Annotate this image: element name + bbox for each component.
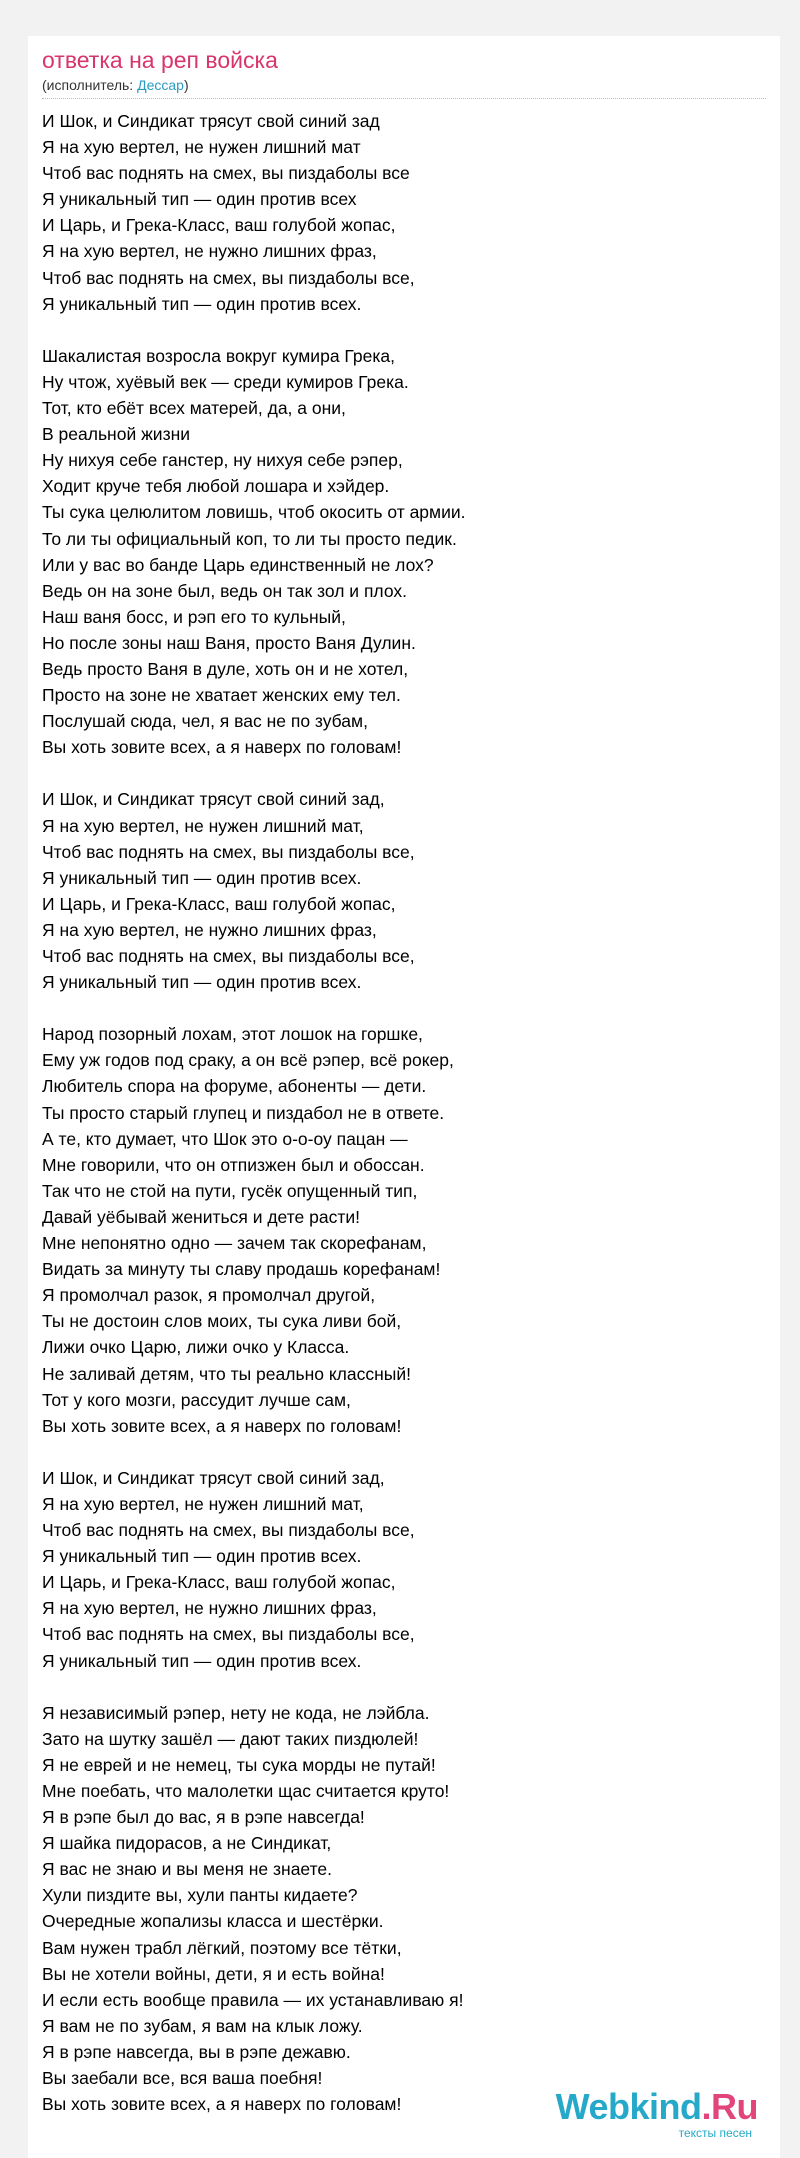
lyric-line: Чтоб вас поднять на смех, вы пиздаболы все, — [42, 841, 415, 862]
lyric-line: Я на хую вертел, не нужно лишних фраз, — [42, 241, 377, 262]
lyric-line: Чтоб вас поднять на смех, вы пиздаболы все — [42, 163, 410, 184]
lyric-line: Я шайка пидорасов, а не Синдикат, — [42, 1833, 332, 1854]
lyric-line: Мне говорили, что он отпизжен был и обоссан. — [42, 1154, 425, 1175]
lyric-line: Так что не стой на пути, гусёк опущенный тип, — [42, 1180, 418, 1201]
lyric-line: И Царь, и Грека-Класс, ваш голубой жопас, — [42, 893, 396, 914]
lyric-line: И Шок, и Синдикат трясут свой синий зад, — [42, 1467, 385, 1488]
lyric-line: Ему уж годов под сраку, а он всё рэпер, всё рокер, — [42, 1050, 454, 1071]
lyric-line: Давай уёбывай жениться и дете расти! — [42, 1206, 360, 1227]
content-card — [28, 36, 780, 2158]
lyric-line: Я уникальный тип — один против всех — [42, 189, 357, 210]
artist-prefix: (исполнитель: — [42, 77, 138, 93]
stanza-gap — [42, 760, 762, 786]
stanza-gap — [42, 1674, 762, 1700]
header-divider — [42, 98, 766, 99]
lyric-line: Я вас не знаю и вы меня не знаете. — [42, 1859, 332, 1880]
artist-link[interactable]: Дессар — [137, 77, 184, 93]
lyric-line: Не заливай детям, что ты реально классный! — [42, 1363, 412, 1384]
lyric-line: Ведь он на зоне был, ведь он так зол и плох. — [42, 580, 407, 601]
logo-name: Webkind — [555, 2086, 702, 2127]
lyric-line: Я независимый рэпер, нету не кода, не лэйбла. — [42, 1702, 430, 1723]
lyric-line: Вы хоть зовите всех, а я наверх по головам! — [42, 1415, 402, 1436]
lyric-line: И Шок, и Синдикат трясут свой синий зад — [42, 111, 380, 131]
lyric-line: Вы не хотели войны, дети, я и есть война! — [42, 1963, 385, 1984]
lyric-line: И Царь, и Грека-Класс, ваш голубой жопас, — [42, 215, 396, 236]
lyric-line: То ли ты официальный коп, то ли ты просто педик. — [42, 528, 457, 549]
lyric-line: Вы заебали все, вся ваша поебня! — [42, 2068, 323, 2089]
lyric-line: Ведь просто Ваня в дуле, хоть он и не хотел, — [42, 658, 409, 679]
stanza-gap — [42, 317, 762, 343]
lyric-line: Шакалистая возросла вокруг кумира Грека, — [42, 345, 396, 366]
lyric-line: Зато на шутку зашёл — дают таких пиздюлей! — [42, 1728, 419, 1749]
lyric-line: Тот, кто ебёт всех матерей, да, а они, — [42, 398, 346, 419]
lyric-line: Чтоб вас поднять на смех, вы пиздаболы все, — [42, 267, 415, 288]
lyric-line: Мне непонятно одно — зачем так скорефанам, — [42, 1233, 427, 1254]
lyric-line: Я в рэпе навсегда, вы в рэпе дежавю. — [42, 2041, 351, 2062]
lyric-line: Народ позорный лохам, этот лошок на горшке, — [42, 1024, 423, 1045]
lyric-line: Я промолчал разок, я промолчал другой, — [42, 1285, 376, 1306]
lyric-line: Я на хую вертел, не нужен лишний мат — [42, 137, 361, 158]
song-header — [42, 46, 766, 94]
logo-tld: .Ru — [701, 2086, 758, 2127]
lyric-line: Я уникальный тип — один против всех. — [42, 972, 362, 993]
lyric-line: Чтоб вас поднять на смех, вы пиздаболы все, — [42, 946, 415, 966]
lyric-line: Любитель спора на форуме, абоненты — дети. — [42, 1076, 427, 1097]
lyric-line: Я на хую вертел, не нужен лишний мат, — [42, 815, 364, 836]
lyric-line: А те, кто думает, что Шок это о-о-оу пацан — — [42, 1128, 408, 1149]
site-logo[interactable] — [556, 2086, 758, 2140]
lyric-line: Ты не достоин слов моих, ты сука ливи бой, — [42, 1311, 402, 1332]
lyric-line: Я уникальный тип — один против всех. — [42, 1650, 362, 1671]
artist-line — [42, 76, 766, 94]
lyric-line: Но после зоны наш Ваня, просто Ваня Дулин. — [42, 632, 416, 653]
lyric-line: Я уникальный тип — один против всех. — [42, 293, 362, 314]
lyric-line: Очередные жопализы класса и шестёрки. — [42, 1911, 384, 1932]
stanza-gap — [42, 1439, 762, 1465]
lyric-line: Ну нихуя себе ганстер, ну нихуя себе рэпер, — [42, 450, 403, 471]
lyric-line: Ну чтож, хуёвый век — среди кумиров Грека. — [42, 371, 409, 392]
logo-wordmark — [556, 2086, 758, 2128]
lyric-line: Я уникальный тип — один против всех. — [42, 867, 362, 888]
lyric-line: Я в рэпе был до вас, я в рэпе навсегда! — [42, 1807, 365, 1828]
artist-suffix: ) — [183, 77, 189, 93]
lyric-line: Видать за минуту ты славу продашь корефанам! — [42, 1259, 441, 1280]
lyric-line: Вы хоть зовите всех, а я наверх по головам! — [42, 2094, 402, 2115]
lyric-line: Или у вас во банде Царь единственный не лох? — [42, 554, 434, 575]
lyric-line: Ты сука целюлитом ловишь, чтоб окосить от армии. — [42, 502, 466, 523]
lyric-line: И Шок, и Синдикат трясут свой синий зад, — [42, 789, 385, 810]
lyric-line: Я не еврей и не немец, ты сука морды не путай! — [42, 1754, 436, 1775]
lyric-line: Я на хую вертел, не нужно лишних фраз, — [42, 919, 377, 940]
stanza-gap — [42, 995, 762, 1021]
lyric-line: Просто на зоне не хватает женских ему тел. — [42, 685, 401, 706]
lyric-line: Лижи очко Царю, лижи очко у Класса. — [42, 1337, 350, 1358]
lyric-line: Я вам не по зубам, я вам на клык ложу. — [42, 2015, 363, 2036]
lyric-line: Мне поебать, что малолетки щас считается круто! — [42, 1781, 450, 1801]
lyric-line: Я уникальный тип — один против всех. — [42, 1546, 362, 1567]
lyrics-body — [42, 108, 762, 2117]
logo-tagline: тексты песен — [678, 2126, 752, 2140]
lyric-line: Тот у кого мозги, рассудит лучше сам, — [42, 1389, 351, 1410]
lyric-line: Чтоб вас поднять на смех, вы пиздаболы все, — [42, 1520, 415, 1541]
lyric-line: Вы хоть зовите всех, а я наверх по головам! — [42, 737, 402, 758]
lyric-line: Вам нужен трабл лёгкий, поэтому все тётки, — [42, 1937, 402, 1958]
lyric-line: Я на хую вертел, не нужно лишних фраз, — [42, 1598, 377, 1619]
lyric-line: Послушай сюда, чел, я вас не по зубам, — [42, 711, 368, 732]
song-title: ответка на реп войска — [42, 47, 278, 73]
lyric-line: Ходит круче тебя любой лошара и хэйдер. — [42, 476, 390, 497]
lyric-line: Хули пиздите вы, хули панты кидаете? — [42, 1885, 358, 1906]
lyric-line: И если есть вообще правила — их устанавливаю я! — [42, 1989, 464, 2010]
lyric-line: Чтоб вас поднять на смех, вы пиздаболы все, — [42, 1624, 415, 1645]
lyric-line: В реальной жизни — [42, 424, 191, 445]
lyric-line: Наш ваня босс, и рэп его то кульный, — [42, 606, 346, 627]
lyric-line: И Царь, и Грека-Класс, ваш голубой жопас, — [42, 1572, 396, 1593]
lyric-line: Я на хую вертел, не нужен лишний мат, — [42, 1493, 364, 1514]
lyric-line: Ты просто старый глупец и пиздабол не в ответе. — [42, 1102, 445, 1123]
